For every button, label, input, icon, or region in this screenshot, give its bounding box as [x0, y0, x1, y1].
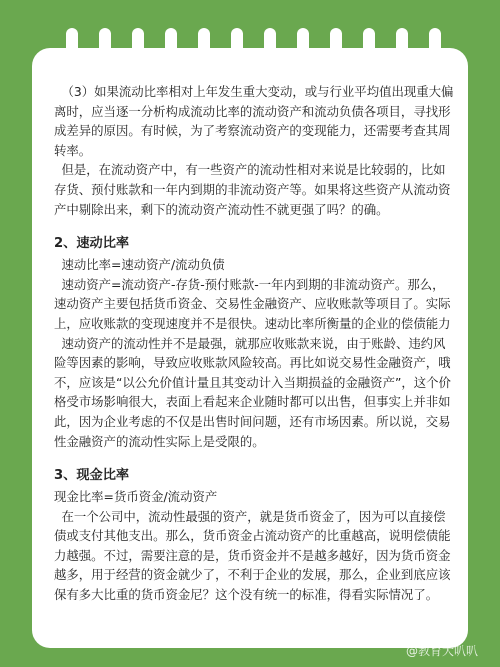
- binder-ring: [198, 28, 210, 68]
- binder-ring: [99, 28, 111, 68]
- paragraph: 速动资产=流动资产-存货-预付账款-一年内到期的非流动资产。那么，速动资产主要包括货币资金、交易性金融资产、应收账款等项目了。实际上，应收账款的变现速度并不是很快。速动比率所衡量的企业的偿债能力: [54, 276, 451, 331]
- binder-ring: [429, 28, 441, 68]
- paragraph: 在一个公司中，流动性最强的资产，就是货币资金了，因为可以直接偿债或支付其他支出。那么，货币资金占流动资产的比重越高，说明偿债能力越强。不过，需要注意的是，货币资金并不是越多越好，因为货币资金越多，用于经营的资金就少了，不利于企业的发展，那么，企业到底应该保有多大比重的货币资金尼？这个没有统一的标准，得看实际情况了。: [54, 508, 451, 603]
- paragraph: 速动资产的流动性并不是最强，就那应收账款来说，由于账龄、违约风险等因素的影响，导致应收账款风险较高。再比如说交易性金融资产，哦不，应该是“以公允价值计量且其变动计入当期损益的金融资产”，这个价格受市场影响很大，表面上看起来企业随时都可以出售，但事实上并非如此，因为企业考虑的不仅是出售时间问题，还有市场因素。所以说，交易性金融资产的流动性实际上是受限的。: [54, 335, 451, 449]
- binder-ring: [231, 28, 243, 68]
- section-heading: 3、现金比率: [54, 468, 130, 484]
- paragraph: （3）如果流动比率相对上年发生重大变动，或与行业平均值出现重大偏离时，应当逐一分析构成流动比率的流动资产和流动负债各项目，寻找形成差异的原因。有时候，为了考察流动资产的变现能力，还需要考查其周转率。: [54, 84, 454, 158]
- formula: 现金比率=货币资金/流动资产: [54, 489, 218, 505]
- binder-ring: [297, 28, 309, 68]
- binder-rings: [0, 28, 500, 68]
- watermark: @教育大叭叭: [405, 644, 478, 658]
- binder-ring: [396, 28, 408, 68]
- formula: 速动比率=速动资产/流动负债: [61, 257, 225, 273]
- binder-ring: [165, 28, 177, 68]
- binder-ring: [363, 28, 375, 68]
- section-heading: 2、速动比率: [54, 236, 130, 252]
- binder-ring: [66, 28, 78, 68]
- binder-ring: [330, 28, 342, 68]
- paragraph: 但是，在流动资产中，有一些资产的流动性相对来说是比较弱的，比如存货、预付账款和一年内到期的非流动资产等。如果将这些资产从流动资产中剔除出来，剩下的流动资产流动性不就更强了吗？的确。: [54, 162, 451, 217]
- binder-ring: [132, 28, 144, 68]
- binder-ring: [264, 28, 276, 68]
- article-content: [54, 82, 456, 605]
